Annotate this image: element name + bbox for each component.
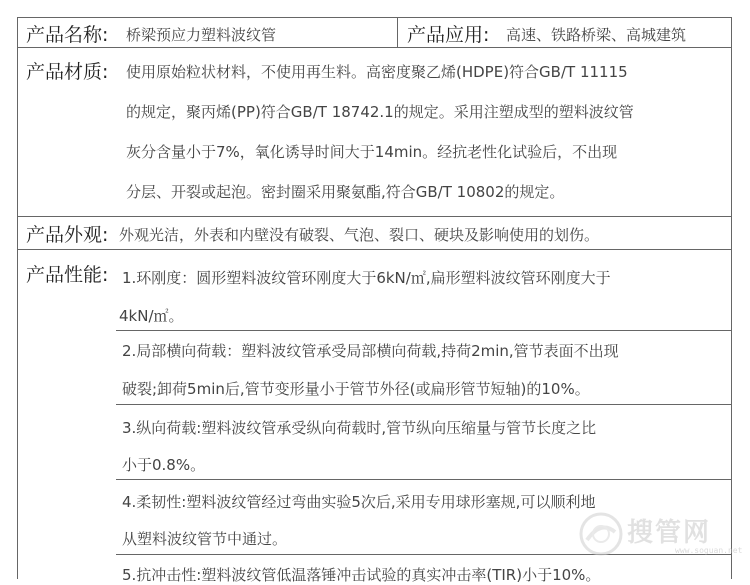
row-material xyxy=(18,48,731,217)
row-appearance xyxy=(18,217,731,250)
performance-item-line: 3.纵向荷载:塑料波纹管承受纵向荷载时,管节纵向压缩量与管节长度之比 xyxy=(122,419,597,437)
material-line: 灰分含量小于7%，氧化诱导时间大于14min。经抗老性化试验后，不出现 xyxy=(126,143,618,161)
material-label: 产品材质: xyxy=(26,61,109,83)
performance-item-line: 2.局部横向荷载：塑料波纹管承受局部横向荷载,持荷2min,管节表面不出现 xyxy=(122,342,619,360)
performance-divider xyxy=(116,404,731,405)
performance-item-line: 4kN/㎡。 xyxy=(119,307,184,325)
watermark-text: 搜管网 xyxy=(627,518,712,548)
material-line: 使用原始粒状材料，不使用再生料。高密度聚乙烯(HDPE)符合GB/T 11115 xyxy=(126,63,628,81)
name-label: 产品名称: xyxy=(26,24,109,46)
performance-item-line: 4.柔韧性:塑料波纹管经过弯曲实验5次后,采用专用球形塞规,可以顺利地 xyxy=(122,493,596,511)
appearance-value: 外观光洁，外表和内壁没有破裂、气泡、裂口、硬块及影响使用的划伤。 xyxy=(119,226,600,244)
material-line: 的规定，聚丙烯(PP)符合GB/T 18742.1的规定。采用注塑成型的塑料波纹管 xyxy=(126,103,634,121)
application-value: 高速、铁路桥梁、高城建筑 xyxy=(506,26,687,44)
performance-item-line: 破裂;卸荷5min后,管节变形量小于管节外径(或扁形管节短轴)的10%。 xyxy=(122,380,590,398)
application-label: 产品应用: xyxy=(407,24,490,46)
watermark-globe-icon xyxy=(577,510,625,558)
watermark-url: www.soguan.net xyxy=(675,546,743,555)
performance-divider xyxy=(116,330,731,331)
performance-item-line: 从塑料波纹管节中通过。 xyxy=(122,530,288,548)
material-line: 分层、开裂或起泡。密封圈采用聚氨酯,符合GB/T 10802的规定。 xyxy=(126,183,565,201)
performance-label: 产品性能: xyxy=(26,264,109,286)
name-value: 桥梁预应力塑料波纹管 xyxy=(126,26,277,44)
performance-item-line: 1.环刚度：圆形塑料波纹管环刚度大于6kN/㎡,扁形塑料波纹管环刚度大于 xyxy=(122,269,611,287)
watermark-logo xyxy=(575,506,743,566)
performance-divider xyxy=(116,479,731,480)
performance-item-line: 5.抗冲击性:塑料波纹管低温落锤冲击试验的真实冲击率(TIR)小于10%。 xyxy=(122,566,601,584)
product-spec-table xyxy=(17,17,732,584)
row1-divider xyxy=(397,18,398,47)
performance-item-line: 小于0.8%。 xyxy=(122,456,206,474)
appearance-label: 产品外观: xyxy=(26,224,109,246)
row-name-application xyxy=(18,18,731,48)
